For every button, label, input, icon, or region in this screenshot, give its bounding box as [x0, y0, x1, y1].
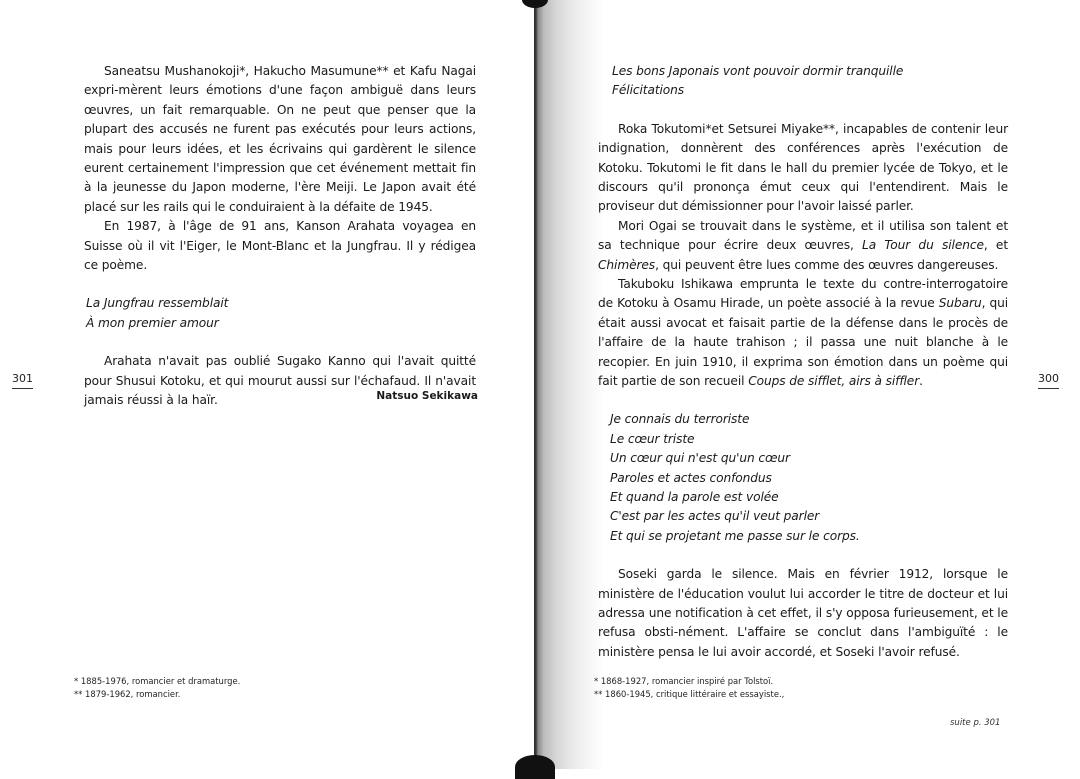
work-title: Subaru: [938, 296, 982, 311]
left-page: [0, 0, 534, 769]
text-run: , qui était aussi avocat et faisait partie de la défense dans le procès de l'affaire de la haute trahison ; il passa une nuit blanche à le recopier. En juin 1910, il exprima son émotion dans un poème qui fait partie de son recueil: [598, 296, 1008, 389]
footnote: * 1885-1976, romancier et dramaturge.: [74, 676, 241, 686]
poem-line: Et quand la parole est volée: [610, 490, 779, 505]
footnote: ** 1860-1945, critique littéraire et essayiste.,: [594, 689, 785, 699]
paragraph: Saneatsu Mushanokoji*, Hakucho Masumune** et Kafu Nagai expri-mèrent leurs émotions d'une façon ambiguë dans leurs œuvres, un fait remarquable. On ne peut que penser que la plupart des accusés ne furent pas exécutés pour leurs actions, mais pour leurs idées, et les écrivains qui gardèrent le silence eurent certainement l'impression que cet événement mettait fin à la jeunesse du Japon moderne, l'ère Meiji. Le Japon avait été placé sur les rails qui le conduiraient à la défaite de 1945.: [84, 64, 476, 214]
poem-line: Un cœur qui n'est qu'un cœur: [610, 451, 790, 466]
page-number-text: 300: [1038, 372, 1059, 385]
poem-line: Je connais du terroriste: [610, 412, 750, 427]
poem-line: La Jungfrau ressemblait: [86, 296, 229, 311]
footnote: * 1868-1927, romancier inspiré par Tolstoï.: [594, 676, 774, 686]
text-run: , et: [983, 238, 1008, 253]
book-spine-bottom: [515, 755, 555, 779]
opening-poem: [598, 62, 1008, 101]
text-run: , qui peuvent être lues comme des œuvres dangereuses.: [655, 257, 999, 272]
page-number: [1038, 372, 1059, 389]
poem-line: Le cœur triste: [610, 431, 695, 446]
text-run: Takuboku Ishikawa emprunta le texte du contre-interrogatoire de Kotoku à Osamu Hirade, un poète associé à la revue: [598, 277, 1008, 311]
text-run: Mori Ogai se trouvait dans le système, et il utilisa son talent et sa technique pour écrire deux œuvres,: [598, 218, 1008, 253]
poem-line: Paroles et actes confondus: [610, 470, 772, 485]
poem-line: Et qui se projetant me passe sur le corps.: [610, 528, 860, 543]
paragraph: En 1987, à l'âge de 91 ans, Kanson Arahata voyagea en Suisse où il vit l'Eiger, le Mont-Blanc et la Jungfrau. Il y rédigea ce poème.: [84, 219, 476, 273]
poem: [84, 294, 476, 333]
continuation-note: suite p. 301: [950, 718, 1001, 728]
right-page: [534, 0, 1080, 769]
poem-line: Félicitations: [612, 83, 685, 98]
paragraph: [598, 217, 1008, 275]
footnote: ** 1879-1962, romancier.: [74, 689, 181, 699]
footnotes: [74, 675, 240, 701]
page-number-rule: [1038, 388, 1059, 389]
paragraph: Roka Tokutomi*et Setsurei Miyake**, incapables de contenir leur indignation, donnèrent des conférences après l'exécution de Kotoku. Tokutomi le fit dans le hall du premier lycée de Tokyo, et le discours qu'il prononça émut ceux qui l'entendirent. Mais le proviseur dut démissionner pour l'avoir laissé parler.: [598, 121, 1008, 214]
page-number-rule: [12, 388, 33, 389]
text-run: .: [919, 374, 923, 389]
poem-line: C'est par les actes qu'il veut parler: [610, 509, 820, 524]
work-title: Coups de sifflet, airs à siffler: [748, 374, 920, 389]
work-title: Chimères: [598, 257, 656, 272]
paragraph: Arahata n'avait pas oublié Sugako Kanno qui l'avait quitté pour Shusui Kotoku, et qui mourut aussi sur l'échafaud. Il n'avait jamais réussi à la haïr.: [84, 354, 476, 408]
poem-line: Les bons Japonais vont pouvoir dormir tranquille: [612, 64, 904, 78]
paragraph: Soseki garda le silence. Mais en février 1912, lorsque le ministère de l'éducation voulut lui accorder le titre de docteur et lui adressa une notification à cet effet, il s'y opposa furieusement, et le refusa obsti-nément. L'affaire se conclut dans l'ambiguïté : le ministère pensa le lui avoir accordé, et Soseki l'avoir refusé.: [598, 567, 1008, 659]
work-title: La Tour du silence: [862, 238, 984, 253]
paragraph: [598, 275, 1008, 391]
poem: [598, 410, 1008, 546]
author-signature: Natsuo Sekikawa: [376, 390, 478, 402]
page-number-text: 301: [12, 372, 33, 385]
footnotes: [594, 675, 784, 701]
left-body-text: [84, 62, 476, 410]
right-body-text: [598, 62, 1008, 662]
page-number: [12, 372, 33, 389]
poem-line: À mon premier amour: [86, 315, 219, 330]
